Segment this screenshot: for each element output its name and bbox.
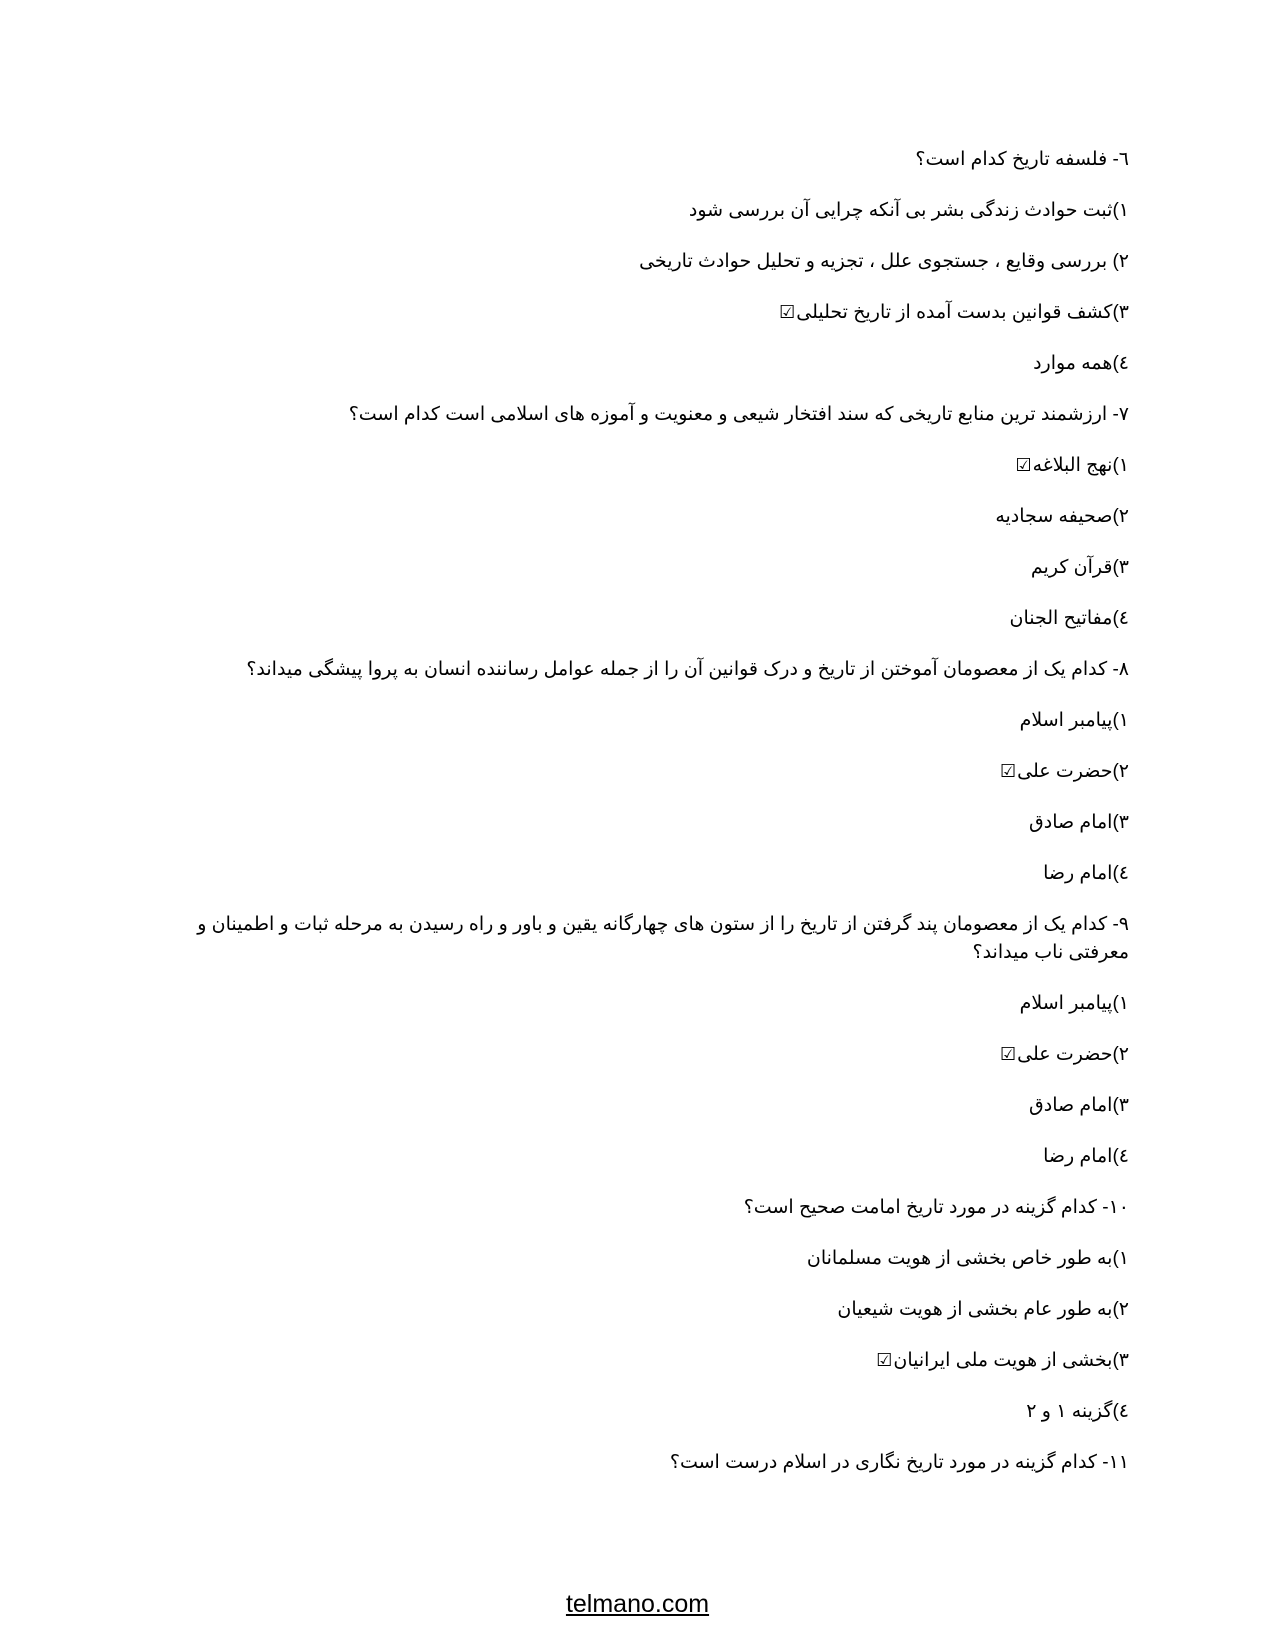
option-text: بخشی از هویت ملی ایرانیان — [893, 1350, 1113, 1371]
option-text: پیامبر اسلام — [1019, 993, 1113, 1014]
question-10 — [169, 1194, 1129, 1222]
option-text: پیامبر اسلام — [1019, 710, 1113, 731]
option-label: ٣) — [1112, 302, 1129, 323]
answer-option — [169, 1296, 1129, 1324]
option-label: ١) — [1112, 200, 1129, 221]
option-label: ٢) — [1112, 761, 1129, 782]
question-text: فلسفه تاریخ کدام است؟ — [915, 149, 1108, 170]
answer-option — [169, 809, 1129, 837]
option-text: گزینه ١ و ٢ — [1026, 1401, 1113, 1422]
option-text: امام صادق — [1029, 812, 1113, 833]
answer-option — [169, 605, 1129, 633]
option-label: ٢) — [1112, 1299, 1129, 1320]
checked-box-icon: ☑ — [876, 1350, 893, 1371]
option-text: حضرت علی — [1017, 761, 1113, 782]
answer-option — [169, 990, 1129, 1018]
question-number: ٨- — [1112, 659, 1129, 680]
question-text: کدام یک از معصومان پند گرفتن از تاریخ را از ستون های چهارگانه یقین و باور و راه رسیدن به مرحله ثبات و اطمینان و معرفتی ناب میداند؟ — [197, 914, 1129, 963]
option-label: ٤) — [1112, 863, 1129, 884]
option-label: ٢) — [1112, 1044, 1129, 1065]
question-11 — [169, 1449, 1129, 1477]
footer-site-link[interactable]: telmano.com — [565, 1590, 710, 1618]
option-label: ١) — [1112, 993, 1129, 1014]
checked-box-icon: ☑ — [999, 761, 1017, 782]
answer-option — [169, 1347, 1129, 1375]
question-text: کدام یک از معصومان آموختن از تاریخ و درک قوانین آن را از جمله عوامل رساننده انسان به پروا پیشگی میداند؟ — [246, 659, 1108, 680]
option-text: قرآن کریم — [1030, 557, 1113, 578]
questions-list — [169, 146, 1129, 1500]
option-label: ٣) — [1112, 812, 1129, 833]
option-label: ٣) — [1112, 1350, 1129, 1371]
option-text: همه موارد — [1033, 353, 1113, 374]
answer-option — [169, 350, 1129, 378]
checked-box-icon: ☑ — [779, 302, 796, 323]
question-number: ٩- — [1112, 914, 1129, 935]
question-number: ١١- — [1102, 1452, 1129, 1473]
option-text: امام رضا — [1043, 863, 1113, 884]
option-text: بررسی وقایع ، جستجوی علل ، تجزیه و تحلیل حوادث تاریخی — [639, 251, 1113, 272]
option-text: مفاتیح الجنان — [1009, 608, 1113, 629]
answer-option — [169, 1398, 1129, 1426]
option-label: ٣) — [1112, 557, 1129, 578]
answer-option — [169, 503, 1129, 531]
option-label: ٤) — [1112, 1401, 1129, 1422]
option-label: ٤) — [1112, 608, 1129, 629]
answer-option — [169, 248, 1129, 276]
option-label: ٢) — [1112, 506, 1129, 527]
option-text: امام صادق — [1029, 1095, 1113, 1116]
option-text: به طور خاص بخشی از هویت مسلمانان — [806, 1248, 1113, 1269]
option-text: صحیفه سجادیه — [995, 506, 1113, 527]
option-label: ٣) — [1112, 1095, 1129, 1116]
question-number: ١٠- — [1102, 1197, 1129, 1218]
answer-option — [169, 1092, 1129, 1120]
option-label: ١) — [1112, 710, 1129, 731]
option-text: امام رضا — [1043, 1146, 1113, 1167]
checked-box-icon: ☑ — [1015, 455, 1032, 476]
option-text: حضرت علی — [1017, 1044, 1113, 1065]
option-text: به طور عام بخشی از هویت شیعیان — [837, 1299, 1113, 1320]
option-label: ١) — [1112, 455, 1129, 476]
answer-option — [169, 299, 1129, 327]
question-number: ٦- — [1112, 149, 1129, 170]
question-text: ارزشمند ترین منابع تاریخی که سند افتخار شیعی و معنویت و آموزه های اسلامی است کدام است؟ — [348, 404, 1108, 425]
question-text: کدام گزینه در مورد تاریخ امامت صحیح است؟ — [743, 1197, 1097, 1218]
question-6 — [169, 146, 1129, 174]
checked-box-icon: ☑ — [999, 1044, 1017, 1065]
question-9 — [169, 911, 1129, 967]
option-label: ٢) — [1112, 251, 1129, 272]
answer-option — [169, 197, 1129, 225]
answer-option — [169, 758, 1129, 786]
answer-option — [169, 452, 1129, 480]
answer-option — [169, 1245, 1129, 1273]
option-text: ثبت حوادث زندگی بشر بی آنکه چرایی آن بررسی شود — [688, 200, 1113, 221]
option-text: کشف قوانین بدست آمده از تاریخ تحلیلی — [796, 302, 1113, 323]
question-number: ٧- — [1112, 404, 1129, 425]
answer-option — [169, 860, 1129, 888]
answer-option — [169, 1041, 1129, 1069]
answer-option — [169, 1143, 1129, 1171]
answer-option — [169, 707, 1129, 735]
question-text: کدام گزینه در مورد تاریخ نگاری در اسلام درست است؟ — [669, 1452, 1097, 1473]
question-8 — [169, 656, 1129, 684]
option-label: ٤) — [1112, 1146, 1129, 1167]
option-label: ٤) — [1112, 353, 1129, 374]
option-label: ١) — [1112, 1248, 1129, 1269]
question-7 — [169, 401, 1129, 429]
option-text: نهج البلاغه — [1032, 455, 1113, 476]
answer-option — [169, 554, 1129, 582]
